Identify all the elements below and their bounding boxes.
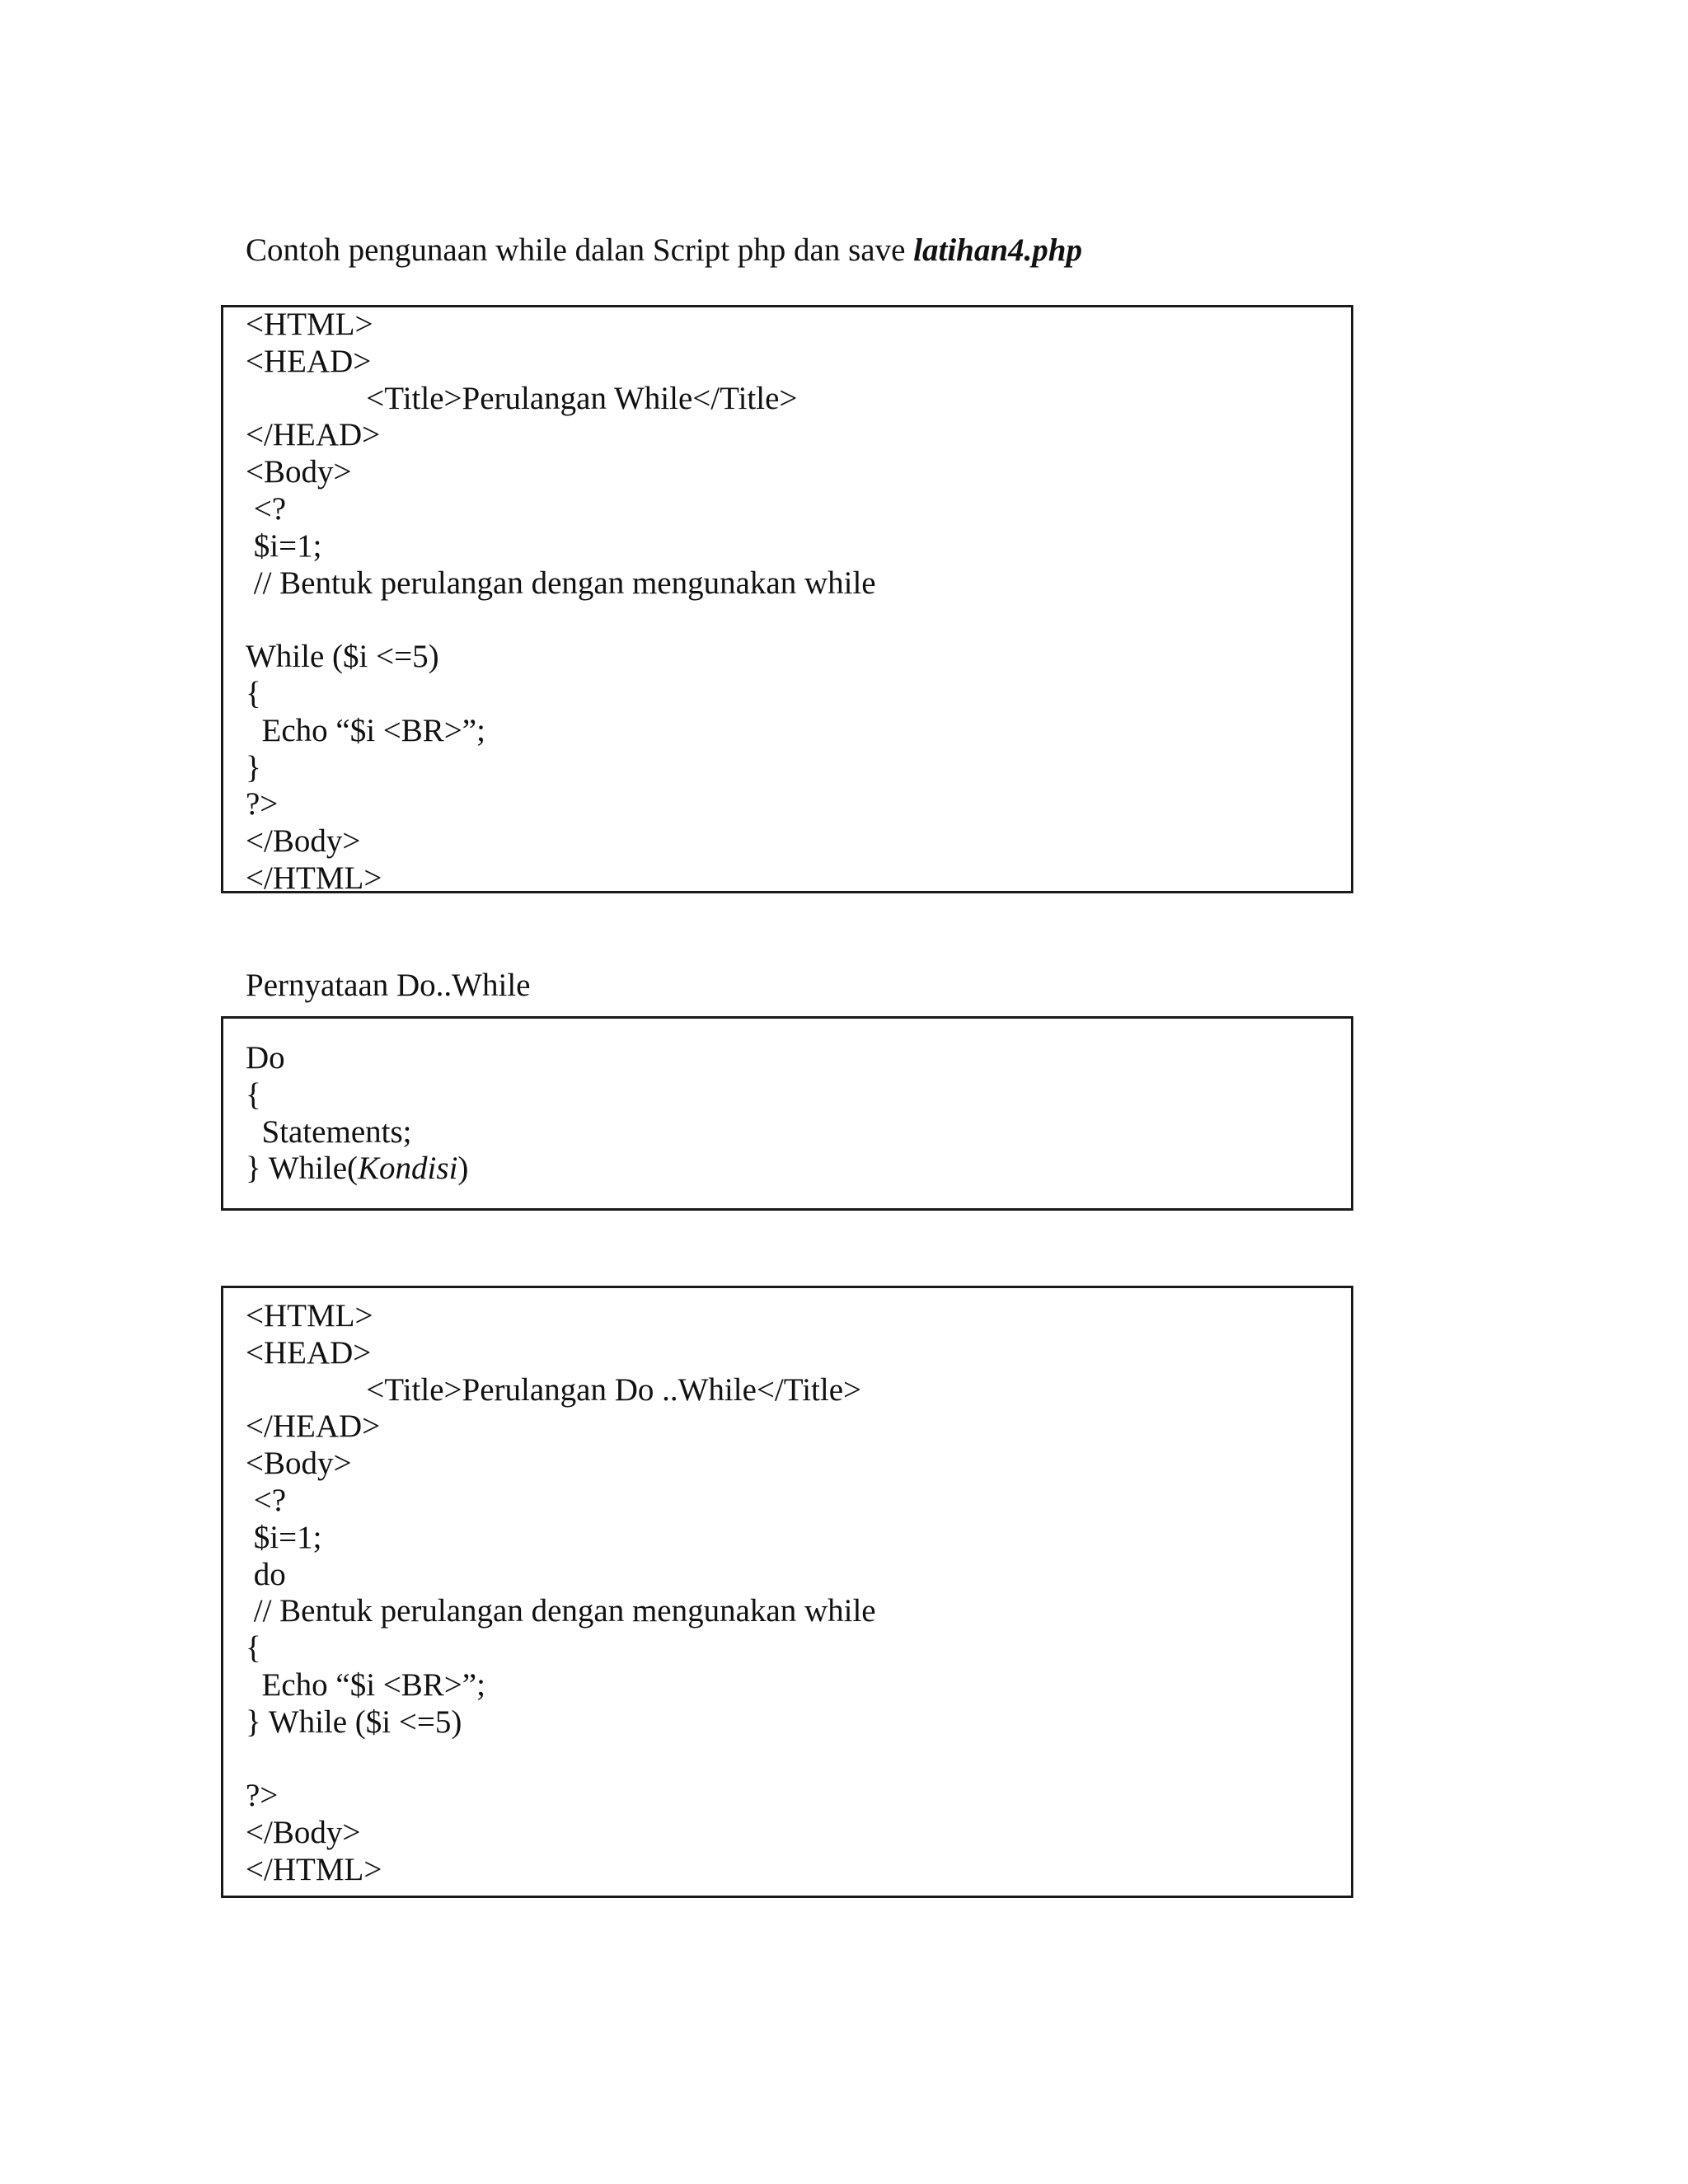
code-line: </Body>	[246, 1815, 361, 1851]
code-line: ?>	[246, 786, 279, 823]
code-line: <HEAD>	[246, 1334, 372, 1371]
code-line: $i=1;	[246, 1519, 322, 1555]
code-line: </HTML>	[246, 1851, 382, 1887]
code-line: // Bentuk perulangan dengan mengunakan while	[246, 565, 876, 601]
code-line: $i=1;	[246, 527, 322, 564]
code-line: <Title>Perulangan While</Title>	[246, 380, 798, 416]
syntax-line	[246, 1151, 468, 1188]
intro-paragraph	[246, 232, 1082, 269]
do-while-heading: Pernyataan Do..While	[246, 968, 531, 1003]
syntax-line: {	[246, 1076, 261, 1113]
while-example-code	[246, 307, 876, 898]
code-line: <HTML>	[246, 307, 373, 342]
code-line: <?	[246, 1482, 287, 1518]
code-line: While ($i <=5)	[246, 639, 439, 675]
code-line: do	[246, 1556, 286, 1592]
code-line: <Body>	[246, 454, 352, 490]
do-while-syntax-code	[246, 1040, 468, 1188]
code-line: </HEAD>	[246, 417, 381, 453]
intro-filename: latihan4.php	[913, 232, 1082, 268]
code-line: }	[246, 749, 261, 785]
syntax-while-suffix: )	[457, 1151, 469, 1187]
code-line: <Body>	[246, 1446, 352, 1482]
code-line: <HEAD>	[246, 343, 372, 379]
syntax-while-prefix: } While(	[246, 1151, 359, 1187]
code-line: Echo “$i <BR>”;	[246, 712, 485, 748]
syntax-condition: Kondisi	[358, 1151, 458, 1187]
code-line: Echo “$i <BR>”;	[246, 1666, 485, 1703]
code-line	[246, 602, 876, 639]
code-line: {	[246, 1630, 261, 1666]
syntax-line: Do	[246, 1040, 285, 1076]
code-line	[246, 1741, 876, 1779]
code-line: ?>	[246, 1778, 279, 1814]
code-line: } While ($i <=5)	[246, 1704, 462, 1740]
code-line: </HTML>	[246, 860, 382, 896]
code-line: {	[246, 675, 261, 711]
code-line: // Bentuk perulangan dengan mengunakan while	[246, 1593, 876, 1629]
code-line: <Title>Perulangan Do ..While</Title>	[246, 1371, 861, 1408]
code-line: </HEAD>	[246, 1408, 381, 1445]
code-line: </Body>	[246, 823, 361, 860]
do-while-example-code	[246, 1298, 876, 1889]
code-line: <HTML>	[246, 1298, 373, 1333]
syntax-line: Statements;	[246, 1113, 412, 1150]
code-line: <?	[246, 490, 287, 527]
intro-text: Contoh pengunaan while dalan Script php dan save	[246, 232, 914, 268]
